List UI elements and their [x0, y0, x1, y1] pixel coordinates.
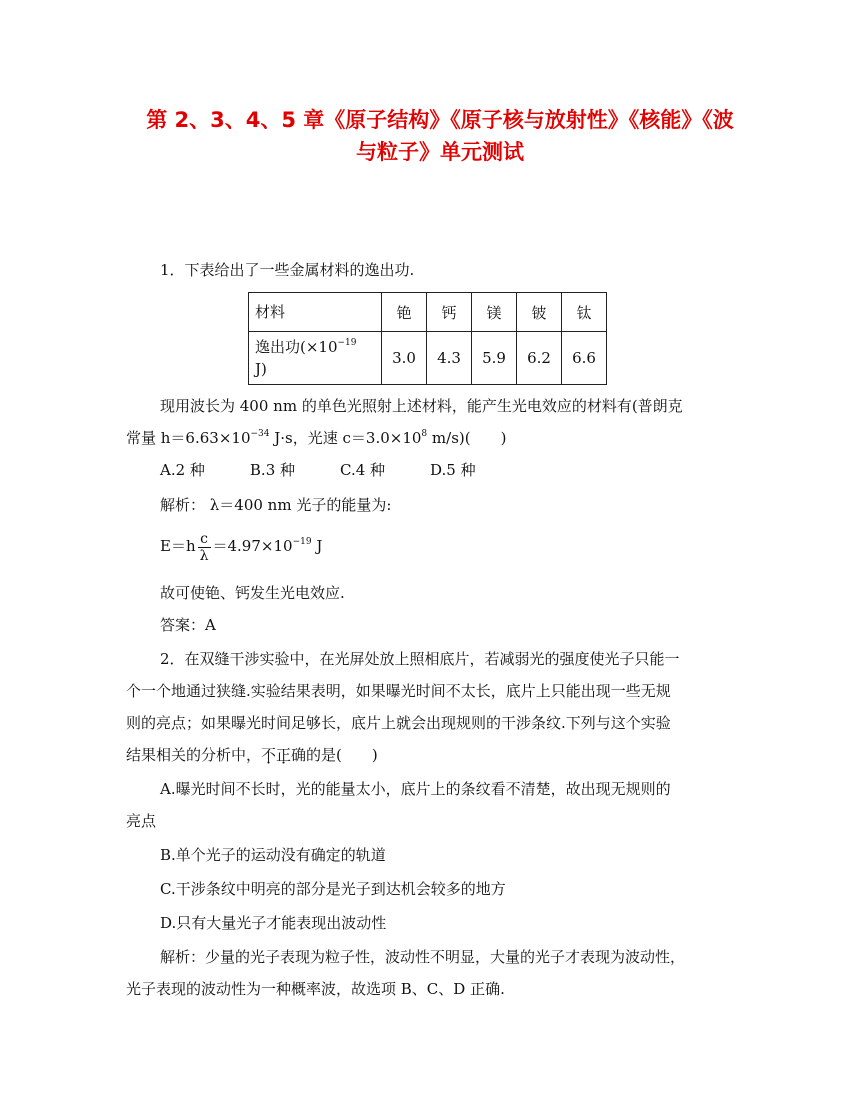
metal-ti: 钛: [562, 293, 607, 332]
fraction-c-over-lambda: $\frac{c}{\lambda}$: [199, 530, 209, 564]
table-row: [249, 332, 607, 385]
title-line-1: 第 2、3、4、5 章《原子结构》《原子核与放射性》《核能》《波: [146, 108, 734, 132]
q1-analysis: 解析： λ＝400 nm 光子的能量为:: [160, 496, 392, 514]
q2-analysis-2: 光子表现的波动性为一种概率波，故选项 B、C、D 正确.: [126, 980, 505, 998]
q2-line-4: 结果相关的分析中，不正确的是( ): [126, 746, 378, 764]
q1-stem: 1．下表给出了一些金属材料的逸出功.: [160, 261, 415, 279]
q2-analysis-1: 解析：少量的光子表现为粒子性，波动性不明显，大量的光子才表现为波动性，: [160, 948, 686, 966]
work-function-table: [248, 292, 607, 385]
value-cs: 3.0: [382, 332, 427, 385]
title-line-2: 与粒子》单元测试: [356, 140, 524, 164]
q1-answer: 答案：A: [160, 616, 216, 634]
q1-options: A.2 种 B.3 种 C.4 种 D.5 种: [160, 461, 476, 479]
page-title: [130, 104, 750, 168]
table-header-label: 材料: [249, 293, 382, 332]
metal-mg: 镁: [472, 293, 517, 332]
q1-body-2: 常量 $h=6.63\times 10^{-34}$ J·s，光速 $c=3.0\times 10^8$ m/s)( ): [126, 429, 507, 447]
q2-option-c: C.干涉条纹中明亮的部分是光子到达机会较多的地方: [160, 880, 506, 898]
q1-conclusion: 故可使铯、钙发生光电效应.: [160, 584, 345, 602]
q1-body-1: 现用波长为 400 nm 的单色光照射上述材料，能产生光电效应的材料有(普朗克: [160, 397, 683, 415]
metal-cs: 铯: [382, 293, 427, 332]
metal-ca: 钙: [427, 293, 472, 332]
q2-option-a-1: A.曝光时间不长时，光的能量太小，底片上的条纹看不清楚，故出现无规则的: [160, 780, 671, 798]
q1-equation: E＝h $\frac{c}{\lambda}$ $=4.97\times 10^{-19}$ J: [160, 530, 323, 564]
value-mg: 5.9: [472, 332, 517, 385]
q2-line-3: 则的亮点；如果曝光时间足够长，底片上就会出现规则的干涉条纹.下列与这个实验: [126, 714, 671, 732]
q2-option-b: B.单个光子的运动没有确定的轨道: [160, 846, 386, 864]
q2-option-d: D.只有大量光子才能表现出波动性: [160, 914, 387, 932]
value-ti: 6.6: [562, 332, 607, 385]
value-be: 6.2: [517, 332, 562, 385]
table-row: [249, 293, 607, 332]
q2-option-a-2: 亮点: [126, 812, 157, 830]
q2-line-2: 个一个地通过狭缝.实验结果表明，如果曝光时间不太长，底片上只能出现一些无规: [126, 682, 671, 700]
metal-be: 铍: [517, 293, 562, 332]
value-ca: 4.3: [427, 332, 472, 385]
work-function-label: 逸出功($\times 10^{-19}$ J): [249, 332, 382, 385]
q2-line-1: 2．在双缝干涉实验中，在光屏处放上照相底片，若减弱光的强度使光子只能一: [160, 650, 680, 668]
